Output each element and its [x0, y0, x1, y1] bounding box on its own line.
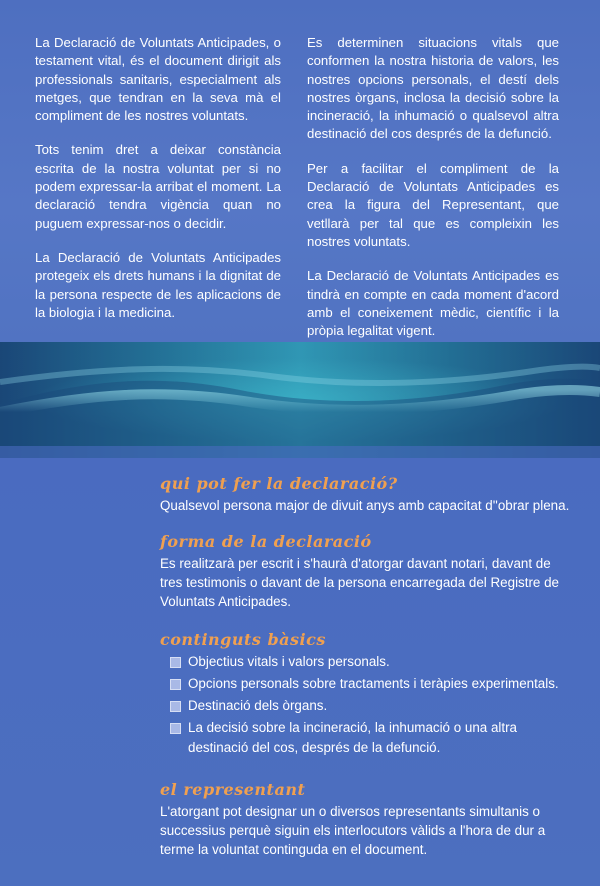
left-paragraph-3: La Declaració de Voluntats Anticipades protegeix els drets humans i la dignitat de la persona respecte de les aplicacions de la biologia i la medicina. — [35, 249, 281, 320]
square-bullet-icon — [170, 723, 181, 734]
list-item — [160, 696, 570, 716]
section-who-text: Qualsevol persona major de divuit anys amb capacitat d''obrar plena. — [160, 498, 570, 513]
section-form — [160, 532, 570, 611]
list-item — [160, 718, 570, 757]
list-item-text: Opcions personals sobre tractaments i teràpies experimentals. — [188, 676, 559, 691]
square-bullet-icon — [170, 657, 181, 668]
section-who — [160, 474, 570, 515]
list-item — [160, 652, 570, 672]
square-bullet-icon — [170, 679, 181, 690]
section-who-title: qui pot fer la declaració? — [160, 474, 398, 493]
section-form-text: Es realitzarà per escrit i s'haurà d'atorgar davant notari, davant de tres testimonis o davant de la persona encarregada del Registre de Voluntats Anticipades. — [160, 556, 559, 609]
list-item-text: Objectius vitals i valors personals. — [188, 654, 390, 669]
wave-graphic — [0, 342, 600, 458]
left-paragraph-1: La Declaració de Voluntats Anticipades, o testament vital, és el document dirigit als professionals sanitaris, especialment als metges, que tendran en la seva mà el compliment de les nostres voluntats. — [35, 35, 281, 124]
square-bullet-icon — [170, 701, 181, 712]
contents-list — [160, 652, 570, 757]
section-contents-title: continguts bàsics — [160, 630, 326, 649]
list-item — [160, 674, 570, 694]
right-paragraph-2: Per a facilitar el compliment de la Declaració de Voluntats Anticipades es crea la figura del Representant, que vetllarà per tal que es compleixin les nostres voluntats. — [307, 160, 559, 249]
top-text-panel — [0, 0, 600, 342]
left-paragraph-2: Tots tenim dret a deixar constància escrita de la nostra voluntat per si no podem expressar-la arribat el moment. La declaració tendra vigència quan no puguem expressar-nos o decidir. — [35, 142, 281, 231]
left-column — [35, 34, 281, 338]
decorative-wave-band — [0, 342, 600, 458]
section-form-title: forma de la declaració — [160, 532, 372, 551]
right-column — [307, 34, 559, 356]
section-contents — [160, 630, 570, 760]
section-representative-title: el representant — [160, 780, 306, 799]
right-paragraph-3: La Declaració de Voluntats Anticipades es tindrà en compte en cada moment d'acord amb el coneixement mèdic, científic i la pròpia legalitat vigent. — [307, 268, 559, 339]
list-item-text: Destinació dels òrgans. — [188, 698, 328, 713]
section-representative — [160, 780, 570, 859]
list-item-text: La decisió sobre la incineració, la inhumació o una altra destinació del cos, després de la defunció. — [188, 720, 518, 755]
right-paragraph-1: Es determinen situacions vitals que conformen la nostra historia de valors, les nostres opcions personals, el destí dels nostres òrgans, inclosa la decisió sobre la incineració, la inhumació o qualsevol altra destinació del cos després de la defunció. — [307, 35, 559, 142]
section-representative-text: L'atorgant pot designar un o diversos representants simultanis o successius perquè siguin els interlocutors vàlids a l'hora de dur a terme la voluntat continguda en el document. — [160, 804, 546, 857]
